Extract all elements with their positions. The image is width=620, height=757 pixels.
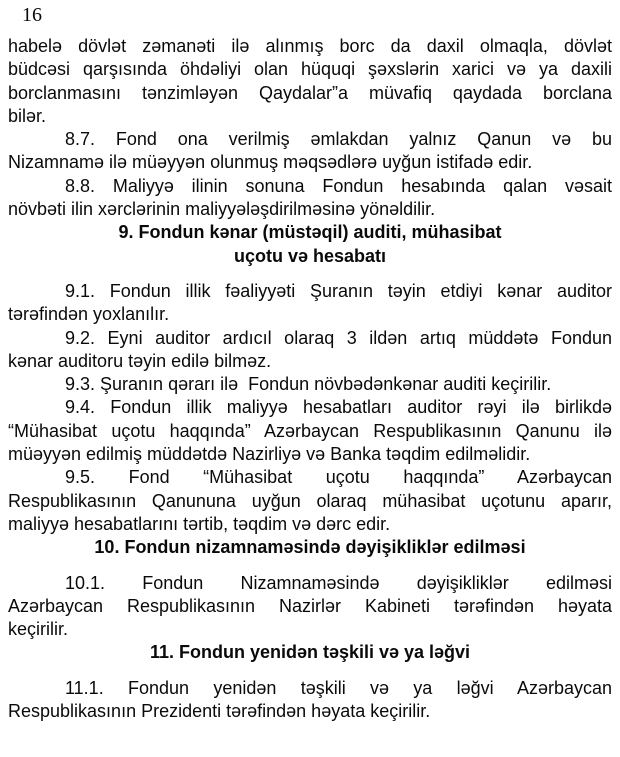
heading-line: 11. Fondun yenidən təşkili və ya ləğvi: [149, 642, 471, 663]
paragraph: [8, 396, 612, 466]
heading-line: 9. Fondun kənar (müstəqil) auditi, mühasibat: [118, 222, 502, 243]
paragraph: [8, 572, 612, 642]
paragraph: [8, 280, 612, 327]
text-line: tərəfindən yoxlanılır.: [8, 304, 170, 325]
text-line: 9.3. Şuranın qərarı ilə Fondun növbədənkənar auditi keçirilir.: [65, 374, 552, 395]
text-line: Azərbaycan Respublikasının Nazirlər Kabineti tərəfindən həyata: [8, 595, 612, 616]
paragraph: [8, 677, 612, 724]
section-heading: [8, 221, 612, 268]
text-line: “Mühasibat uçotu haqqında” Azərbaycan Respublikasının Qanunu ilə: [8, 420, 612, 441]
text-line: 11.1. Fondun yenidən təşkili və ya ləğvi Azərbaycan: [65, 677, 612, 698]
text-line: büdcəsi qarşısında öhdəliyi olan hüquqi şəxslərin xarici və ya daxili: [8, 59, 612, 80]
section-heading: [8, 641, 612, 664]
text-line: maliyyə hesabatlarını tərtib, təqdim və dərc edir.: [8, 513, 391, 534]
text-line: kənar auditoru təyin edilə bilməz.: [8, 350, 272, 371]
text-line: Nizamnamə ilə müəyyən olunmuş məqsədlərə uyğun istifadə edir.: [8, 152, 533, 173]
text-line: Respublikasının Qanununa uyğun olaraq mühasibat uçotunu aparır,: [8, 490, 612, 511]
document-body: [8, 35, 612, 723]
paragraph: [8, 373, 612, 396]
text-line: 9.1. Fondun illik fəaliyyəti Şuranın təyin etdiyi kənar auditor: [65, 280, 612, 301]
text-line: 8.8. Maliyyə ilinin sonuna Fondun hesabında qalan vəsait: [65, 175, 612, 196]
text-line: 9.2. Eyni auditor ardıcıl olaraq 3 ildən artıq müddətə Fondun: [65, 327, 612, 348]
section-heading: [8, 536, 612, 559]
text-line: 8.7. Fond ona verilmiş əmlakdan yalnız Qanun və bu: [65, 129, 612, 150]
page-number: 16: [22, 4, 42, 26]
heading-line: uçotu və hesabatı: [233, 245, 387, 266]
text-line: borclanmasını tənzimləyən Qaydalar”a müvafiq qaydada borclana: [8, 82, 612, 103]
paragraph: [8, 466, 612, 536]
text-line: keçirilir.: [8, 619, 69, 640]
paragraph: [8, 128, 612, 175]
text-line: bilər.: [8, 105, 47, 126]
paragraph: [8, 175, 612, 222]
text-line: 10.1. Fondun Nizamnaməsində dəyişikliklər edilməsi: [65, 572, 612, 593]
heading-line: 10. Fondun nizamnaməsində dəyişikliklər edilməsi: [94, 537, 526, 558]
text-line: 9.5. Fond “Mühasibat uçotu haqqında” Azərbaycan: [65, 467, 612, 488]
text-line: 9.4. Fondun illik maliyyə hesabatları auditor rəyi ilə birlikdə: [65, 397, 612, 418]
text-line: Respublikasının Prezidenti tərəfindən həyata keçirilir.: [8, 701, 431, 722]
paragraph: [8, 35, 612, 128]
text-line: habelə dövlət zəmanəti ilə alınmış borc da daxil olmaqla, dövlət: [8, 36, 612, 56]
text-line: növbəti ilin xərclərinin maliyyələşdirilməsinə yönəldilir.: [8, 199, 436, 220]
text-line: müəyyən edilmiş müddətdə Nazirliyə və Banka təqdim edilməlidir.: [8, 444, 531, 465]
paragraph: [8, 327, 612, 374]
